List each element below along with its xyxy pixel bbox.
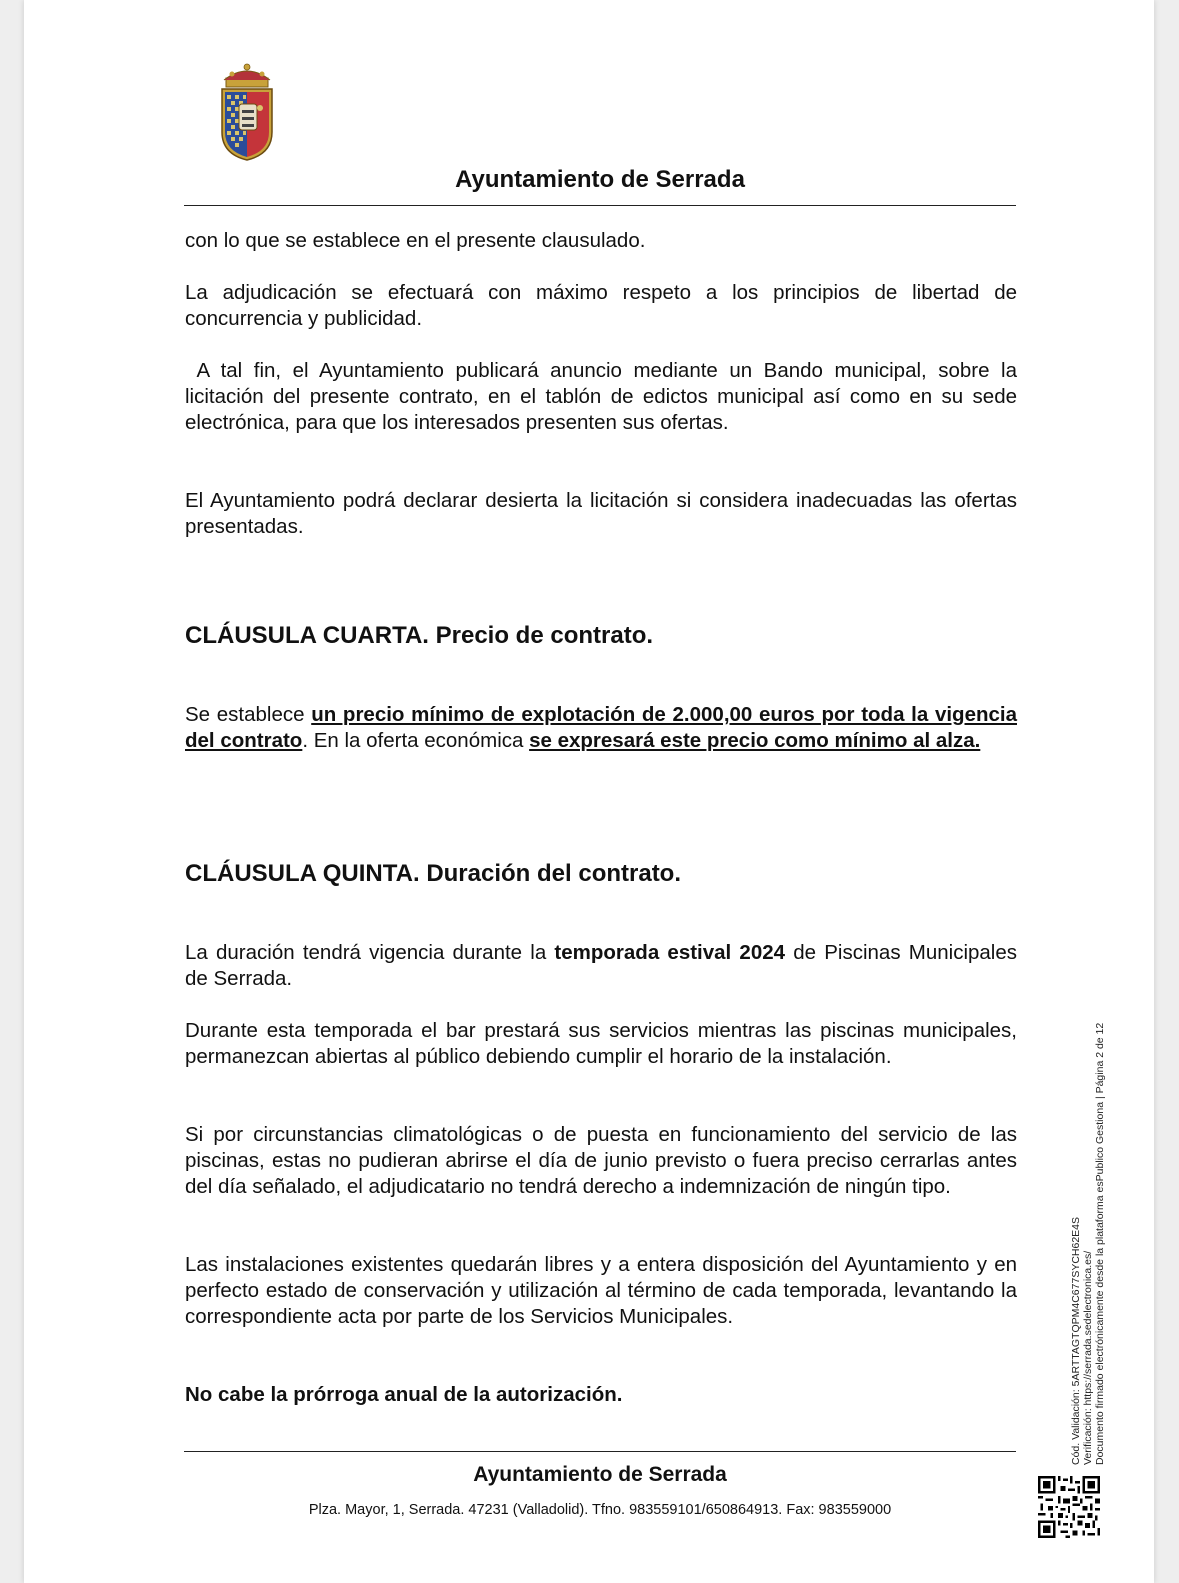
footer-divider xyxy=(184,1451,1016,1452)
header-divider xyxy=(184,205,1016,206)
paragraph xyxy=(185,1252,1017,1330)
paragraph xyxy=(185,358,1017,436)
signature-note: Documento firmado electrónicamente desde la plataforma esPublico Gestiona | Página 2 de 12 xyxy=(1094,1022,1106,1465)
text-span: de Piscinas Municipales de Serrada. xyxy=(185,941,1018,990)
emphasis-text: un precio mínimo de explotación de 2.000,00 euros por toda la vigencia del contrato xyxy=(185,703,1017,752)
header-org-name: Ayuntamiento de Serrada xyxy=(455,166,745,193)
footer-address: Plza. Mayor, 1, Serrada. 47231 (Valladolid). Tfno. 983559101/650864913. Fax: 983559000 xyxy=(308,1502,892,1518)
paragraph xyxy=(185,280,1017,332)
paragraph xyxy=(185,228,1017,254)
text-span: . En la oferta económica xyxy=(302,729,530,752)
paragraph-text: No cabe la prórroga anual de la autorización. xyxy=(185,1383,623,1406)
emphasis-text: se expresará este precio como mínimo al alza. xyxy=(529,729,981,752)
paragraph xyxy=(185,488,1017,540)
emphasis-text: temporada estival 2024 xyxy=(554,941,786,964)
paragraph-text: con lo que se establece en el presente clausulado. xyxy=(185,229,646,252)
document-page xyxy=(24,0,1154,1583)
text-span: La duración tendrá vigencia durante la xyxy=(185,941,555,964)
paragraph xyxy=(185,1382,1017,1408)
footer-org-name: Ayuntamiento de Serrada xyxy=(473,1463,727,1486)
paragraph-text: La adjudicación se efectuará con máximo respeto a los principios de libertad de concurrencia y publicidad. xyxy=(185,281,1017,330)
validation-code: Cód. Validación: 5ARTTAGTQPM4C677SYCH62E4S xyxy=(1070,1216,1082,1465)
coat-of-arms-icon xyxy=(202,62,292,166)
paragraph-text xyxy=(185,702,1017,754)
paragraph-text: Las instalaciones existentes quedarán libres y a entera disposición del Ayuntamiento y en perfecto estado de conservación y utilización al término de cada temporada, levantando la correspondiente acta por parte de los Servicios Municipales. xyxy=(185,1253,1017,1328)
paragraph-text: Durante esta temporada el bar prestará sus servicios mientras las piscinas municipales, permanezcan abiertas al público debiendo cumplir el horario de la instalación. xyxy=(185,1019,1017,1068)
text-span: Se establece xyxy=(185,703,312,726)
qr-code-icon[interactable] xyxy=(1038,1476,1100,1538)
clause-title: CLÁUSULA CUARTA. Precio de contrato. xyxy=(185,622,654,649)
paragraph xyxy=(185,1122,1017,1200)
paragraph xyxy=(185,702,1017,754)
paragraph xyxy=(185,1018,1017,1070)
paragraph xyxy=(185,940,1017,992)
paragraph-text: El Ayuntamiento podrá declarar desierta la licitación si considera inadecuadas las ofertas presentadas. xyxy=(185,489,1017,538)
clause-title: CLÁUSULA QUINTA. Duración del contrato. xyxy=(185,860,682,887)
paragraph-text xyxy=(185,940,1017,992)
verification-url: Verificación: https://serrada.sedelectronica.es/ xyxy=(1082,1250,1094,1465)
paragraph-text: A tal fin, el Ayuntamiento publicará anuncio mediante un Bando municipal, sobre la licitación del presente contrato, en el tablón de edictos municipal así como en su sede electrónica, para que los interesados presenten sus ofertas. xyxy=(185,359,1017,434)
validation-stamp xyxy=(1070,1023,1106,1465)
paragraph-text: Si por circunstancias climatológicas o de puesta en funcionamiento del servicio de las piscinas, estas no pudieran abrirse el día de junio previsto o fuera preciso cerrarlas antes del día señalado, el adjudicatario no tendrá derecho a indemnización de ningún tipo. xyxy=(185,1123,1017,1198)
